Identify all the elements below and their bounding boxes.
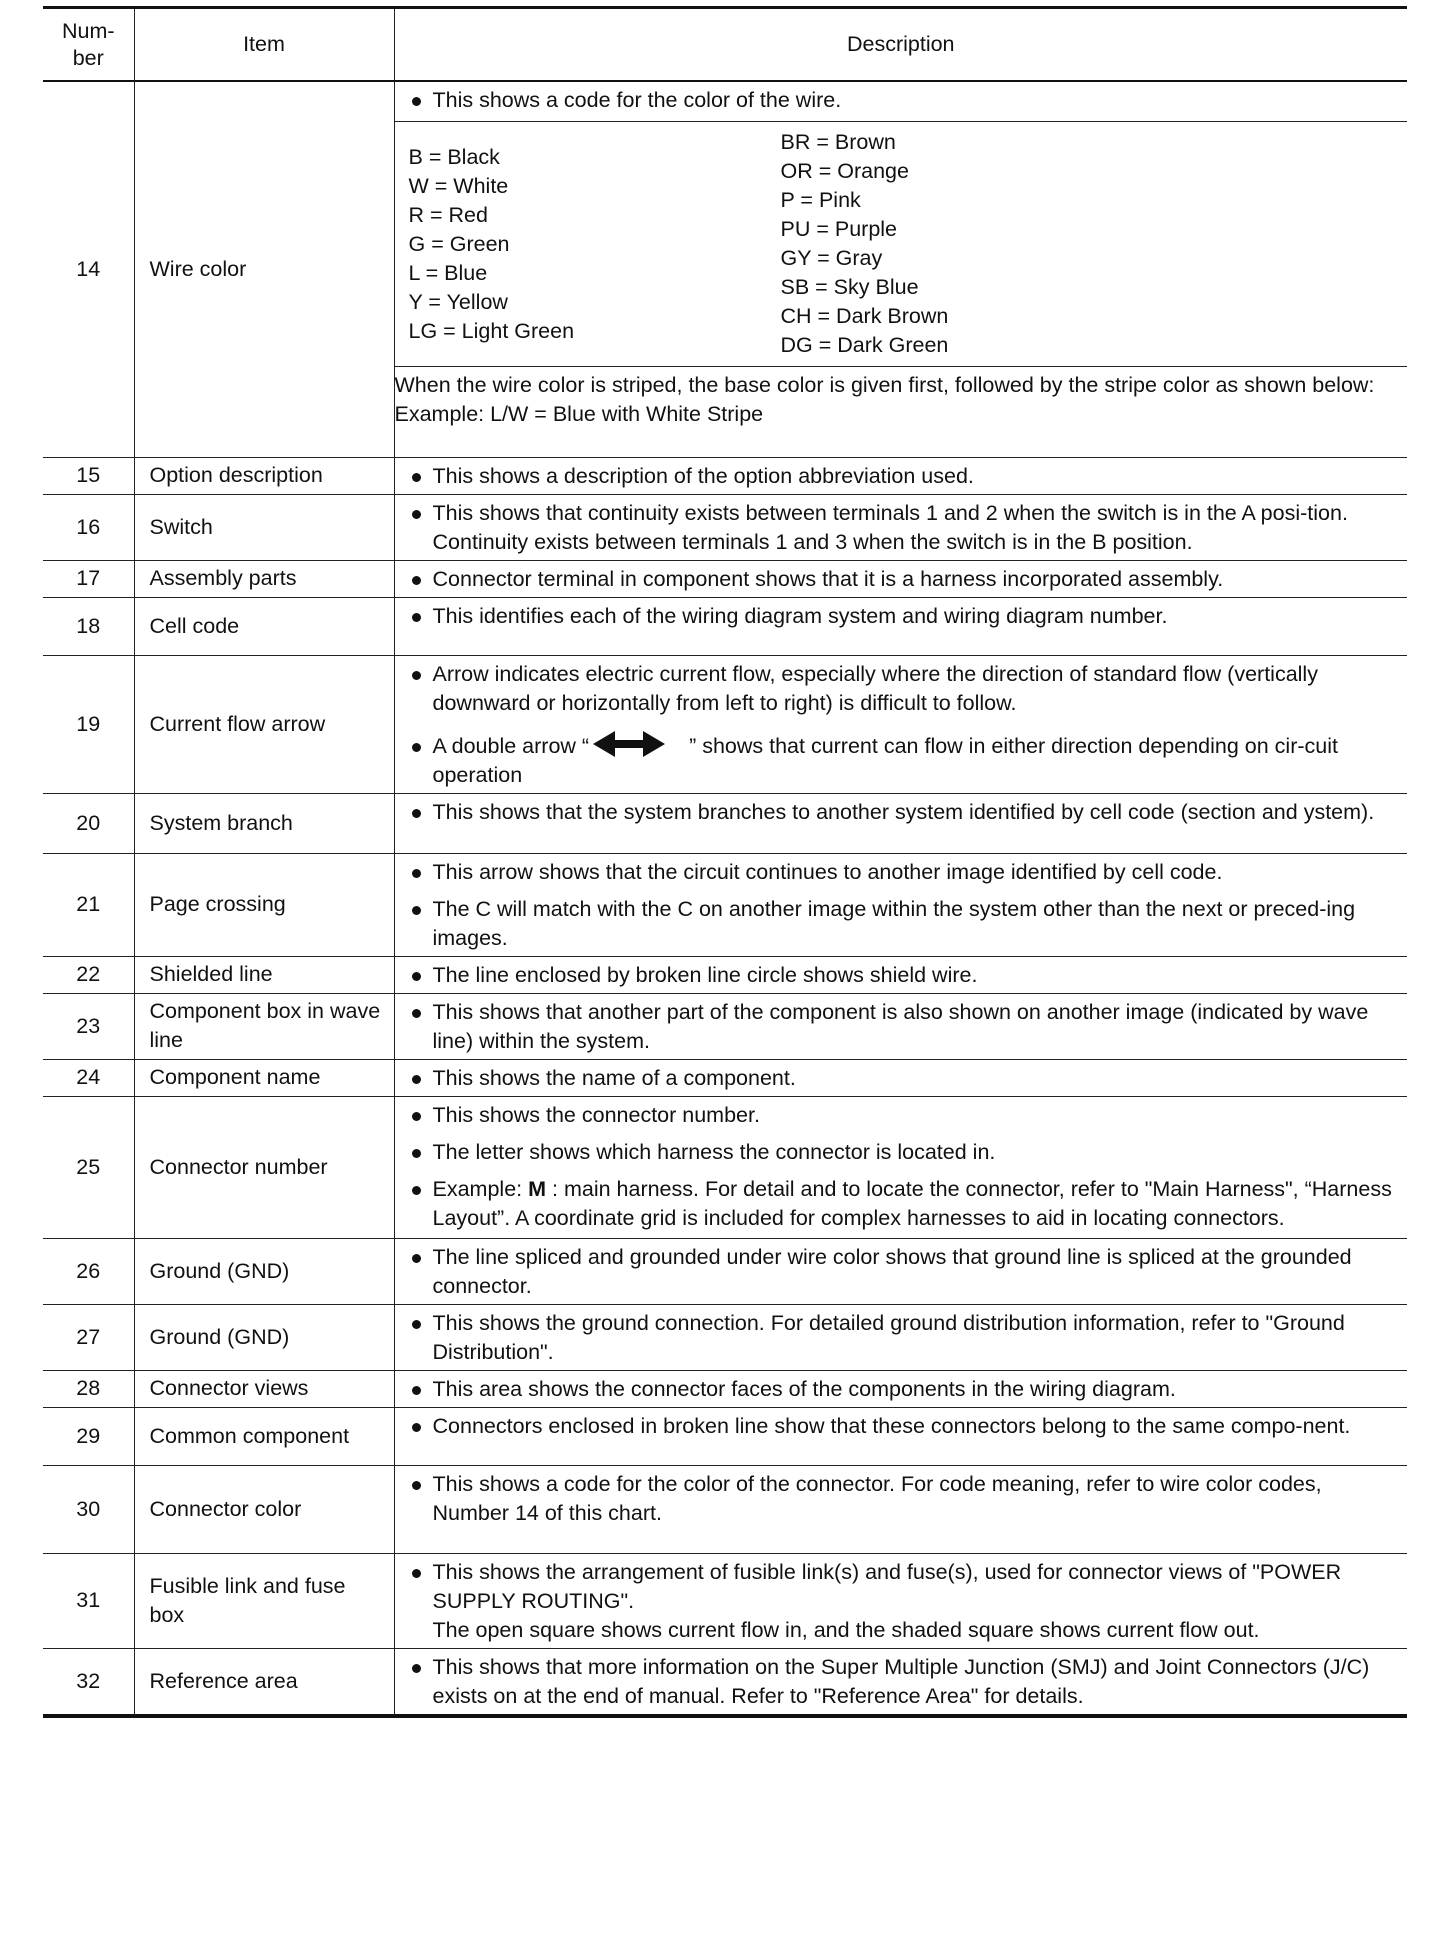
table-row (43, 1304, 1407, 1370)
row-item: Shielded line (134, 956, 394, 993)
bullet-text: This shows the arrangement of fusible link(s) and fuse(s), used for connector views of "POWER SUPPLY ROUTING". (409, 1558, 1396, 1616)
row-item: System branch (134, 793, 394, 853)
row-description (394, 1304, 1407, 1370)
bullet-text: This shows a description of the option abbreviation used. (409, 462, 1396, 491)
row-number: 14 (43, 81, 134, 457)
row-number: 28 (43, 1370, 134, 1407)
wire-color-code: CH = Dark Brown (780, 304, 949, 328)
wire-color-codes-left (409, 128, 781, 360)
row-item: Component box in wave line (134, 993, 394, 1059)
wiring-legend-table (43, 6, 1407, 1718)
bullet-text: Arrow indicates electric current flow, especially where the direction of standard flow (vertically downward or horizontally from left to right) is difficult to follow. (409, 660, 1396, 718)
header-item: Item (134, 8, 394, 82)
row-description (394, 1238, 1407, 1304)
wire-color-codes (395, 121, 1408, 366)
bullet-text: This shows that continuity exists between terminals 1 and 2 when the switch is in the A posi-tion. Continuity exists between terminals 1 and 3 when the switch is in the B position. (409, 499, 1396, 557)
row-number: 27 (43, 1304, 134, 1370)
row-description (394, 853, 1407, 956)
header-row (43, 8, 1407, 82)
row-item: Connector views (134, 1370, 394, 1407)
double-arrow-icon (593, 729, 665, 759)
table-row (43, 655, 1407, 793)
row-number: 20 (43, 793, 134, 853)
bullet-text: This shows a code for the color of the wire. (409, 86, 1396, 115)
wire-color-code: SB = Sky Blue (780, 275, 919, 299)
wire-color-code: OR = Orange (780, 159, 909, 183)
wire-color-codes-right (781, 128, 949, 360)
row-item: Common component (134, 1407, 394, 1465)
row-description (394, 993, 1407, 1059)
table-row (43, 1096, 1407, 1238)
table-row (43, 1370, 1407, 1407)
row-item: Assembly parts (134, 560, 394, 597)
row-number: 32 (43, 1648, 134, 1716)
table-row (43, 1407, 1407, 1465)
note-text: The open square shows current flow in, and the shaded square shows current flow out. (432, 1617, 1260, 1642)
row-item: Ground (GND) (134, 1304, 394, 1370)
bullet-text: This arrow shows that the circuit continues to another image identified by cell code. (409, 858, 1396, 887)
table-row (43, 993, 1407, 1059)
bullet-text: ” shows that current can flow in either direction depending on cir-cuit operation (432, 733, 1338, 787)
stripe-note: When the wire color is striped, the base color is given first, followed by the stripe color as shown below: (394, 373, 1375, 397)
wire-color-code: GY = Gray (780, 246, 883, 270)
stripe-example: Example: L/W = Blue with White Stripe (394, 402, 764, 426)
wire-color-code: BR = Brown (780, 130, 896, 154)
bullet-text: This shows that the system branches to another system identified by cell code (section and ystem). (409, 798, 1396, 827)
table-row (43, 597, 1407, 655)
bullet-text: This shows a code for the color of the connector. For code meaning, refer to wire color codes, Number 14 of this chart. (409, 1470, 1396, 1528)
bullet-text: A double arrow “ (432, 733, 590, 758)
row-item: Connector number (134, 1096, 394, 1238)
row-item: Connector color (134, 1465, 394, 1553)
row-description (394, 597, 1407, 655)
row-number: 23 (43, 993, 134, 1059)
header-description: Description (394, 8, 1407, 82)
row-number: 24 (43, 1059, 134, 1096)
table-row (43, 793, 1407, 853)
row-item: Current flow arrow (134, 655, 394, 793)
row-number: 21 (43, 853, 134, 956)
wire-color-code: L = Blue (408, 260, 488, 285)
table-row (43, 494, 1407, 560)
example-bullet (409, 1175, 1396, 1233)
row-item: Fusible link and fuse box (134, 1553, 394, 1648)
table-row (43, 81, 1407, 457)
bullet-text: This shows the connector number. (409, 1101, 1396, 1130)
wire-color-code: LG = Light Green (408, 318, 575, 343)
table-row (43, 1059, 1407, 1096)
row-number: 22 (43, 956, 134, 993)
row-item: Switch (134, 494, 394, 560)
row-number: 17 (43, 560, 134, 597)
stripe-note-section (395, 366, 1408, 431)
wire-color-code: W = White (408, 173, 509, 198)
bullet-text: Connector terminal in component shows that it is a harness incorporated assembly. (409, 565, 1396, 594)
row-description (394, 457, 1407, 494)
row-description (394, 1553, 1407, 1648)
wire-color-code: G = Green (408, 231, 510, 256)
table-row (43, 956, 1407, 993)
row-number: 16 (43, 494, 134, 560)
wire-color-code: B = Black (408, 144, 500, 169)
table-row (43, 1648, 1407, 1716)
table-row (43, 560, 1407, 597)
row-description (394, 1059, 1407, 1096)
bullet-text: This shows that another part of the component is also shown on another image (indicated by wave line) within the system. (409, 998, 1396, 1056)
row-description (394, 494, 1407, 560)
row-description (394, 1465, 1407, 1553)
bullet-text: The letter shows which harness the connector is located in. (409, 1138, 1396, 1167)
row-item: Cell code (134, 597, 394, 655)
row-item: Wire color (134, 81, 394, 457)
row-description (394, 81, 1407, 457)
table-row (43, 853, 1407, 956)
bullet-text: This shows the ground connection. For detailed ground distribution information, refer to "Ground Distribution". (409, 1309, 1396, 1367)
row-description (394, 1648, 1407, 1716)
row-number: 19 (43, 655, 134, 793)
wire-color-code: R = Red (408, 202, 488, 227)
row-description (394, 560, 1407, 597)
bullet-text: The C will match with the C on another image within the system other than the next or preced-ing images. (409, 895, 1396, 953)
wire-color-code: Y = Yellow (408, 289, 508, 314)
bullet-text: The line enclosed by broken line circle shows shield wire. (409, 961, 1396, 990)
bullet-text: This identifies each of the wiring diagram system and wiring diagram number. (409, 602, 1396, 631)
row-item: Page crossing (134, 853, 394, 956)
table-row (43, 457, 1407, 494)
row-number: 26 (43, 1238, 134, 1304)
bullet-text: This area shows the connector faces of the components in the wiring diagram. (409, 1375, 1396, 1404)
bullet-text: Connectors enclosed in broken line show that these connectors belong to the same compo-nent. (409, 1412, 1396, 1441)
wire-color-code: P = Pink (780, 188, 861, 212)
row-description (394, 1370, 1407, 1407)
row-number: 25 (43, 1096, 134, 1238)
table-row (43, 1465, 1407, 1553)
bullet-text: This shows the name of a component. (409, 1064, 1396, 1093)
example-prefix: Example: (432, 1176, 529, 1201)
row-description (394, 655, 1407, 793)
example-text: : main harness. For detail and to locate the connector, refer to "Main Harness", “Harness Layout”. A coordinate grid is included for complex harnesses to aid in locating connectors. (432, 1176, 1392, 1230)
row-description (394, 793, 1407, 853)
row-description (394, 956, 1407, 993)
harness-letter: M (528, 1176, 547, 1201)
table-row (43, 1553, 1407, 1648)
row-item: Option description (134, 457, 394, 494)
row-number: 15 (43, 457, 134, 494)
double-arrow-bullet (409, 732, 1396, 790)
header-number: Num- ber (43, 8, 134, 82)
table-row (43, 1238, 1407, 1304)
row-number: 29 (43, 1407, 134, 1465)
wire-color-code: DG = Dark Green (780, 333, 949, 357)
row-description (394, 1096, 1407, 1238)
bullet-text: This shows that more information on the Super Multiple Junction (SMJ) and Joint Connectors (J/C) exists on at the end of manual. Refer to "Reference Area" for details. (409, 1653, 1396, 1711)
bullet-text: The line spliced and grounded under wire color shows that ground line is spliced at the grounded connector. (409, 1243, 1396, 1301)
row-number: 30 (43, 1465, 134, 1553)
row-item: Reference area (134, 1648, 394, 1716)
row-item: Ground (GND) (134, 1238, 394, 1304)
wire-color-code: PU = Purple (780, 217, 898, 241)
row-item: Component name (134, 1059, 394, 1096)
row-description (394, 1407, 1407, 1465)
row-number: 18 (43, 597, 134, 655)
row-number: 31 (43, 1553, 134, 1648)
